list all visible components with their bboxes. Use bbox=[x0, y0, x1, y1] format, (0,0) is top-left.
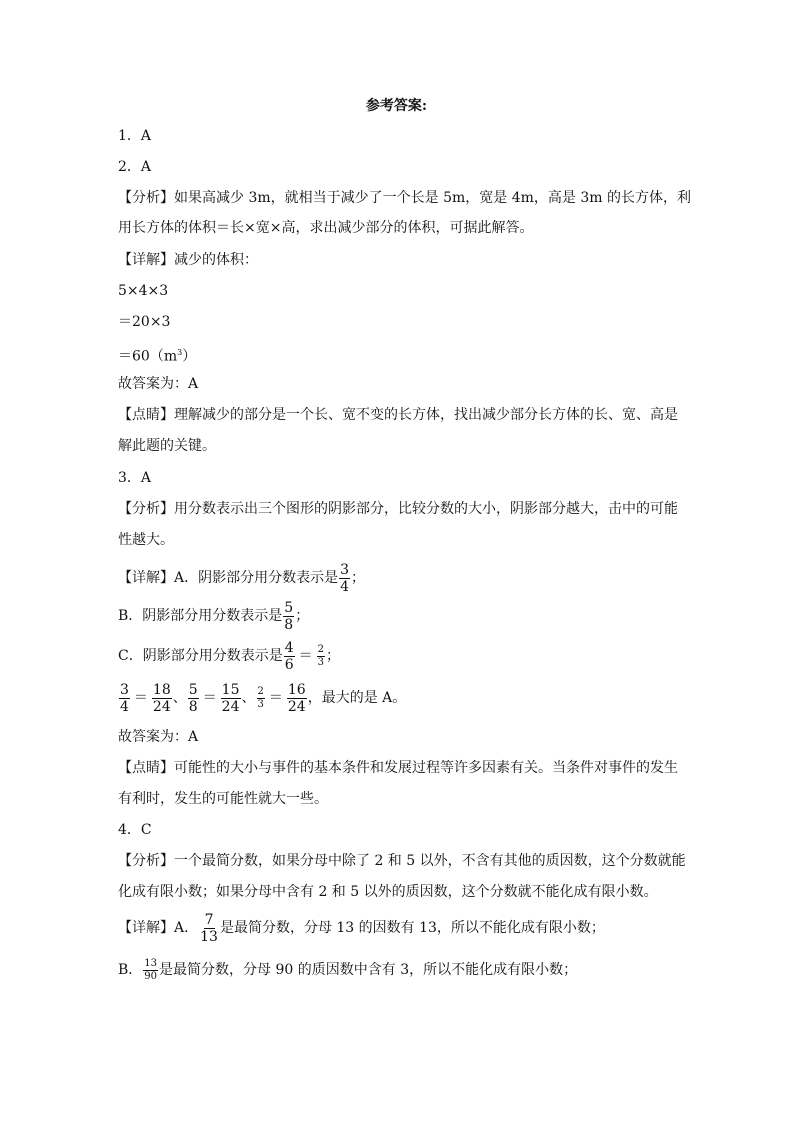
fraction bbox=[317, 645, 325, 668]
numerator: 3 bbox=[340, 561, 350, 578]
q3-detail-a-prefix: 【详解】A．阴影部分用分数表示是 bbox=[118, 570, 339, 586]
separator: 、 bbox=[172, 690, 187, 706]
q2-analysis-line-2: 用长方体的体积＝长×宽×高，求出减少部分的体积，可据此解答。 bbox=[118, 220, 534, 236]
numerator: 3 bbox=[120, 681, 129, 698]
q2-calc-3-a: ＝60（m bbox=[118, 348, 178, 365]
suffix: ； bbox=[351, 570, 366, 586]
answer-1: 1．A bbox=[118, 128, 152, 144]
q2-answer: 故答案为：A bbox=[118, 376, 199, 392]
denominator: 24 bbox=[221, 698, 240, 715]
fraction bbox=[287, 683, 307, 714]
fraction bbox=[283, 601, 294, 632]
numerator: 4 bbox=[284, 639, 294, 656]
q3-detail-c bbox=[118, 638, 340, 674]
numerator: 2 bbox=[257, 685, 264, 697]
q3-comparison bbox=[118, 680, 406, 716]
q4-analysis-line-2: 化成有限小数；如果分母中含有 2 和 5 以外的质因数，这个分数就不能化成有限小数。 bbox=[118, 884, 658, 900]
q3-analysis-line-2: 性越大。 bbox=[118, 532, 174, 548]
denominator: 24 bbox=[287, 698, 306, 715]
q2-calc-3 bbox=[118, 343, 196, 367]
equals-sign: ＝ bbox=[298, 648, 313, 664]
fraction bbox=[221, 683, 241, 714]
q3-detail-a bbox=[118, 560, 365, 596]
q2-calc-2: ＝20×3 bbox=[118, 314, 171, 330]
q4-detail-a-prefix: 【详解】A． bbox=[118, 920, 199, 936]
denominator: 90 bbox=[144, 970, 158, 982]
q2-tip-line-2: 解此题的关键。 bbox=[118, 438, 216, 454]
equals-sign: ＝ bbox=[202, 690, 217, 706]
q4-detail-b-suffix: 是最简分数，分母 90 的质因数中含有 3，所以不能化成有限小数； bbox=[159, 962, 578, 978]
numerator: 7 bbox=[204, 911, 214, 928]
answer-4: 4．C bbox=[118, 822, 152, 838]
q2-detail: 【详解】减少的体积： bbox=[118, 252, 258, 268]
equals-sign: ＝ bbox=[133, 690, 148, 706]
denominator: 8 bbox=[188, 698, 198, 715]
q2-calc-3-b: ） bbox=[182, 348, 197, 365]
numerator: 13 bbox=[144, 957, 158, 969]
denominator: 3 bbox=[317, 656, 325, 668]
fraction bbox=[119, 683, 130, 714]
fraction bbox=[257, 687, 265, 710]
q2-analysis-line-1: 【分析】如果高减少 3m，就相当于减少了一个长是 5m，宽是 4m，高是 3m 的长方体，利 bbox=[118, 190, 691, 206]
q3-detail-b bbox=[118, 598, 309, 634]
fraction bbox=[188, 683, 199, 714]
separator: 、 bbox=[241, 690, 256, 706]
q2-calc-1: 5×4×3 bbox=[118, 283, 169, 299]
q2-calc-3-sup: 3 bbox=[177, 348, 183, 357]
q3-tip-line-1: 【点睛】可能性的大小与事件的基本条件和发展过程等许多因素有关。当条件对事件的发生 bbox=[118, 760, 678, 776]
q4-detail-a bbox=[118, 910, 605, 946]
q3-detail-c-prefix: C．阴影部分用分数表示是 bbox=[118, 648, 283, 664]
q4-detail-a-suffix: 是最简分数，分母 13 的因数有 13，所以不能化成有限小数； bbox=[219, 920, 605, 936]
denominator: 3 bbox=[257, 698, 264, 710]
fraction bbox=[152, 683, 172, 714]
fraction bbox=[143, 959, 158, 982]
numerator: 16 bbox=[287, 681, 306, 698]
q3-answer: 故答案为：A bbox=[118, 729, 199, 745]
fraction bbox=[284, 641, 295, 672]
denominator: 4 bbox=[340, 578, 350, 595]
numerator: 2 bbox=[317, 643, 325, 655]
q3-analysis-line-1: 【分析】用分数表示出三个图形的阴影部分，比较分数的大小，阴影部分越大，击中的可能 bbox=[118, 501, 678, 517]
numerator: 18 bbox=[152, 681, 171, 698]
q3-detail-b-prefix: B．阴影部分用分数表示是 bbox=[118, 608, 283, 624]
answer-3: 3．A bbox=[118, 470, 152, 486]
page-title: 参考答案: bbox=[365, 98, 428, 114]
q3-tip-line-2: 有利时，发生的可能性就大一些。 bbox=[118, 791, 328, 807]
denominator: 4 bbox=[120, 698, 129, 715]
equals-sign: ＝ bbox=[268, 690, 283, 706]
answer-2: 2．A bbox=[118, 159, 152, 175]
denominator: 6 bbox=[284, 656, 294, 673]
q4-detail-b bbox=[118, 952, 577, 988]
numerator: 5 bbox=[188, 681, 198, 698]
fraction bbox=[339, 563, 350, 594]
comparison-suffix: ，最大的是 A。 bbox=[307, 690, 407, 706]
denominator: 13 bbox=[200, 928, 218, 945]
q4-detail-b-prefix: B． bbox=[118, 962, 143, 978]
numerator: 5 bbox=[284, 599, 294, 616]
numerator: 15 bbox=[221, 681, 240, 698]
denominator: 24 bbox=[152, 698, 171, 715]
q4-analysis-line-1: 【分析】一个最简分数，如果分母中除了 2 和 5 以外，不含有其他的质因数，这个分数就能 bbox=[118, 853, 686, 869]
suffix: ； bbox=[295, 608, 310, 624]
denominator: 8 bbox=[284, 616, 294, 633]
suffix: ； bbox=[326, 648, 341, 664]
q2-tip-line-1: 【点睛】理解减少的部分是一个长、宽不变的长方体，找出减少部分长方体的长、宽、高是 bbox=[118, 407, 678, 423]
fraction bbox=[199, 913, 219, 944]
